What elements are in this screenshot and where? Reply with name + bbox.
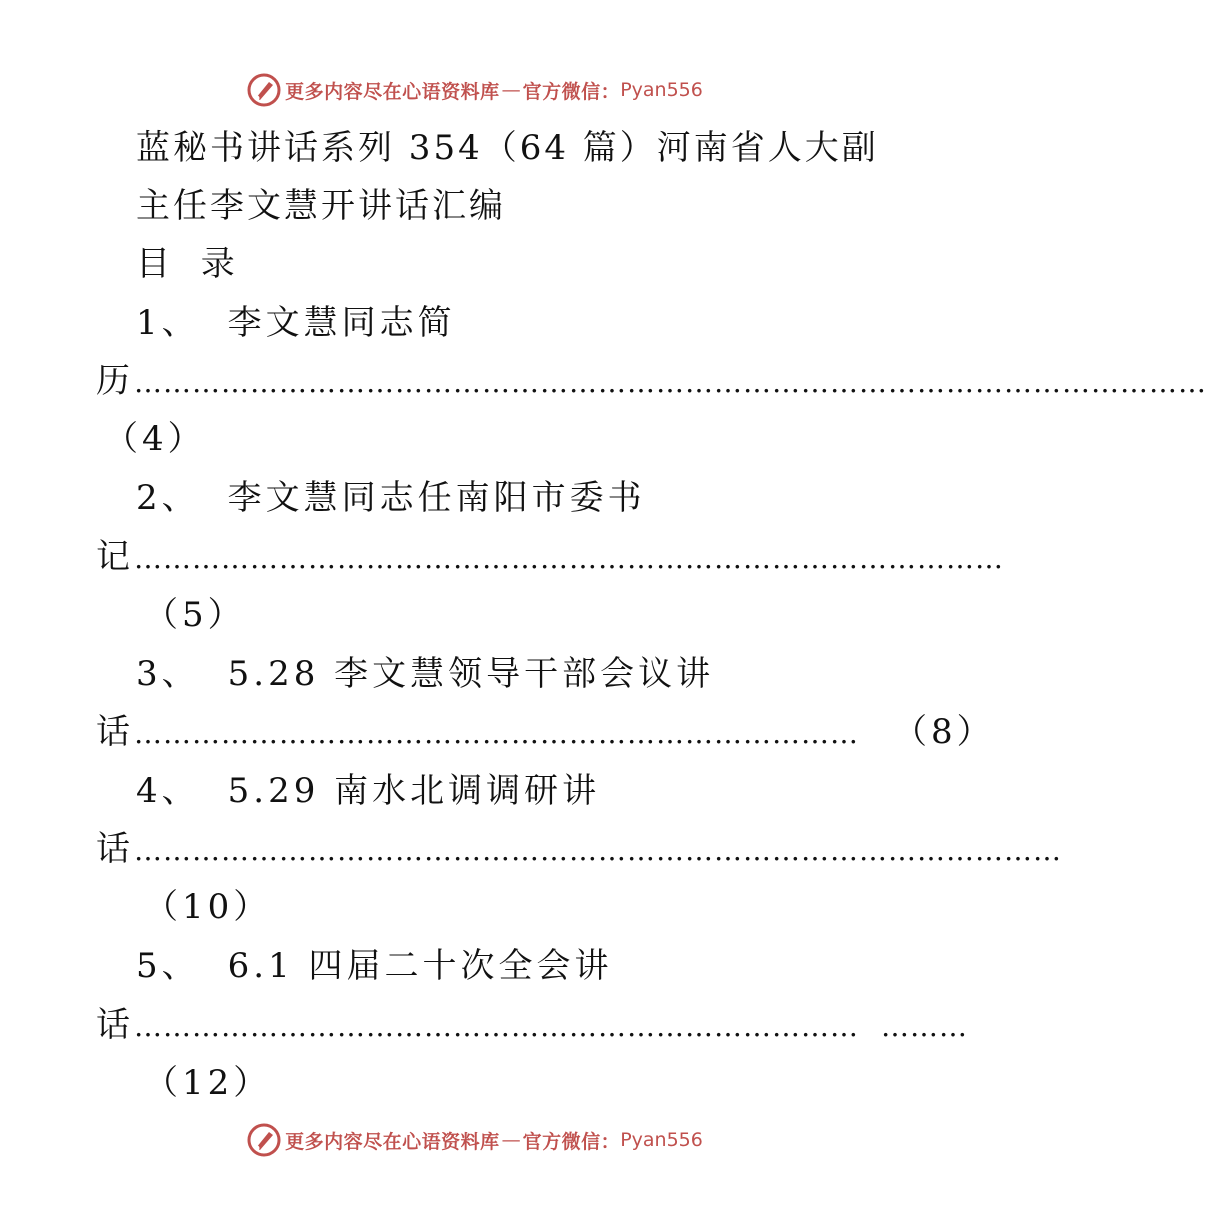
toc-entry-4-page: （10） (144, 887, 272, 927)
toc-leader-dots-extra: ……… (881, 1010, 968, 1043)
toc-leader-dots: ……………………………………………………………………………… (134, 542, 1004, 575)
toc-entry-2-page: （5） (144, 595, 246, 635)
toc-entry-page: （8） (893, 712, 995, 752)
toc-entry-3[interactable] (136, 654, 714, 694)
toc-entry-5-continuation (96, 1005, 968, 1047)
toc-entry-number: 2、 (136, 478, 200, 518)
toc-leader-dots: ………………………………………………………………… (134, 717, 859, 750)
toc-entry-cont-char: 记 (96, 537, 134, 577)
watermark-text: 更多内容尽在心语资料库 (285, 80, 500, 103)
toc-entry-number: 4、 (136, 771, 200, 811)
pen-logo-icon (247, 73, 281, 107)
toc-entry-title: 李文慧同志任南阳市委书 (227, 478, 646, 518)
toc-entry-5[interactable] (136, 946, 613, 986)
watermark-account: Pyan556 (620, 1129, 703, 1151)
watermark-text: 更多内容尽在心语资料库 (285, 1130, 500, 1153)
toc-entry-title: 5.29 南水北调调研讲 (227, 771, 601, 811)
watermark-dash: — (501, 79, 521, 101)
toc-leader-dots: ………………………………………………………………………………………………… (134, 366, 1207, 399)
toc-entry-title: 5.28 李文慧领导干部会议讲 (227, 654, 715, 694)
toc-entry-cont-char: 话 (96, 1005, 134, 1045)
toc-entry-1-continuation (96, 361, 1207, 403)
watermark-label: 官方微信： (522, 80, 621, 103)
toc-entry-4-continuation (96, 829, 1062, 871)
toc-entry-1[interactable] (136, 303, 456, 343)
toc-leader-dots: …………………………………………………………………………………… (134, 834, 1062, 867)
toc-heading: 目 录 (136, 244, 245, 284)
watermark-banner-bottom (0, 1120, 950, 1160)
toc-leader-dots: ………………………………………………………………… (134, 1010, 859, 1043)
toc-entry-number: 5、 (136, 946, 200, 986)
watermark-banner-top (0, 70, 950, 110)
toc-entry-3-continuation (96, 712, 995, 754)
toc-entry-4[interactable] (136, 771, 600, 811)
toc-entry-cont-char: 历 (96, 361, 134, 401)
toc-entry-1-page: （4） (104, 419, 206, 459)
toc-entry-2-continuation (96, 537, 1004, 579)
toc-entry-title: 6.1 四届二十次全会讲 (227, 946, 613, 986)
toc-entry-2[interactable] (136, 478, 646, 518)
pen-logo-icon (247, 1123, 281, 1157)
watermark-account: Pyan556 (620, 79, 703, 101)
toc-entry-cont-char: 话 (96, 712, 134, 752)
document-title-line-2: 主任李文慧开讲话汇编 (136, 186, 506, 226)
toc-entry-cont-char: 话 (96, 829, 134, 869)
watermark-label: 官方微信： (522, 1130, 621, 1153)
toc-entry-5-page: （12） (144, 1063, 272, 1103)
toc-entry-title: 李文慧同志简 (227, 303, 456, 343)
watermark-dash: — (501, 1129, 521, 1151)
toc-entry-number: 3、 (136, 654, 200, 694)
document-title-line-1: 蓝秘书讲话系列 354（64 篇）河南省人大副 (136, 128, 879, 168)
toc-entry-number: 1、 (136, 303, 200, 343)
